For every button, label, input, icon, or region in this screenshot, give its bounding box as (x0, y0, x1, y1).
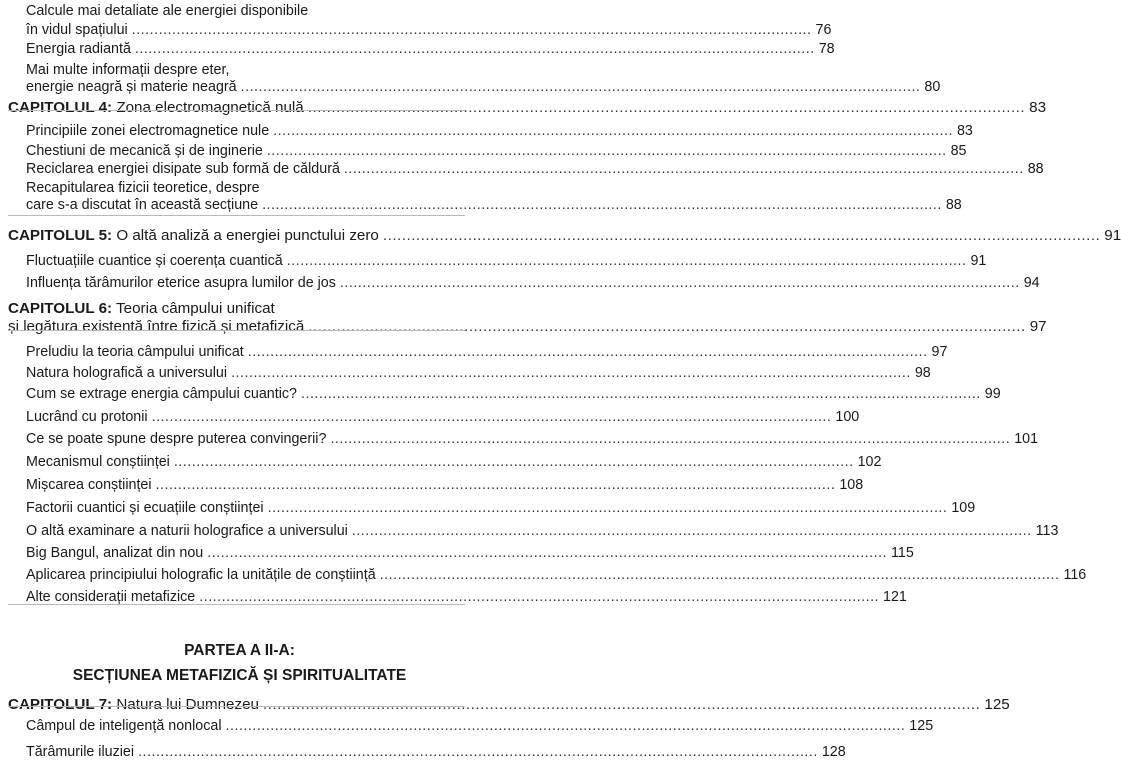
toc-row (26, 428, 1039, 450)
entry-title (8, 225, 379, 247)
entry-title (8, 316, 304, 338)
entry-title (26, 520, 348, 542)
toc-entry[interactable] (0, 341, 948, 363)
toc-row (26, 520, 1059, 542)
dot-leader: ........................................................................................................................................................ (225, 718, 906, 734)
toc-row (8, 225, 1121, 247)
entry-title-text: Ce se poate spune despre puterea convingerii? (26, 431, 327, 447)
entry-title-text: Tărâmurile iluziei (26, 744, 135, 760)
chapter-label: CAPITOLUL 6: (8, 300, 113, 317)
entry-title (26, 120, 269, 142)
entry-title-text: Reciclarea energiei disipate sub formă de căldură (26, 161, 340, 177)
separator-line (8, 604, 465, 605)
toc-entry[interactable] (0, 120, 973, 142)
toc-entry[interactable] (0, 362, 931, 384)
entry-title (26, 715, 222, 737)
dot-leader: ........................................................................................................................................................ (173, 454, 854, 470)
entry-title-text: Aplicarea principiului holografic la unitățile de conștiință (26, 567, 376, 583)
dot-leader: ........................................................................................................................................................ (266, 143, 947, 159)
dot-leader: ........................................................................................................................................................ (273, 123, 953, 139)
entry-title-text: Big Bangul, analizat din nou (26, 545, 204, 561)
toc-entry[interactable] (0, 520, 1059, 542)
dot-leader: ........................................................................................................................................................ (207, 545, 888, 561)
dot-leader: ........................................................................................................................................................ (155, 477, 836, 493)
page-number: 76 (815, 22, 832, 38)
entry-title (8, 694, 259, 716)
dot-leader: ........................................................................................................................................................ (343, 161, 1024, 177)
page-number: 91 (1104, 227, 1121, 244)
toc-row (26, 362, 931, 384)
separator-line (8, 215, 465, 216)
toc-row (26, 451, 882, 473)
entry-title (26, 474, 152, 496)
toc-row (26, 38, 835, 60)
toc-entry[interactable] (0, 474, 864, 496)
dot-leader: ........................................................................................................................................................ (247, 344, 928, 360)
chapter-label: CAPITOLUL 4: (8, 99, 113, 116)
entry-title-text: Calcule mai detaliate ale energiei disponibile (26, 3, 309, 19)
entry-title-text: Lucrând cu protonii (26, 409, 148, 425)
dot-leader: ........................................................................................................................................................ (262, 197, 942, 213)
separator-line (8, 110, 465, 111)
entry-title (26, 341, 244, 363)
toc-row (26, 474, 864, 496)
chapter-label: CAPITOLUL 5: (8, 227, 113, 244)
entry-title (26, 741, 134, 763)
toc-entry[interactable] (0, 76, 941, 98)
page-number: 97 (1029, 318, 1047, 335)
entry-title-text: în vidul spațiului (26, 22, 128, 38)
page-number: 97 (931, 344, 948, 360)
page-number: 109 (951, 500, 976, 516)
toc-entry[interactable] (0, 451, 882, 473)
entry-title (26, 406, 148, 428)
entry-title-text: Mișcarea conștiinței (26, 477, 152, 493)
entry-title-text: Natura holografică a universului (26, 365, 228, 381)
entry-title (26, 194, 258, 216)
separator-line (8, 706, 465, 707)
dot-leader: ........................................................................................................................................................ (339, 275, 1020, 291)
toc-row (26, 272, 1040, 294)
page-number: 115 (891, 545, 914, 561)
page-number: 113 (1035, 523, 1059, 539)
page-number: 102 (857, 454, 882, 470)
entry-title-text: Influența tărâmurilor eterice asupra lumilor de jos (26, 275, 336, 291)
entry-title-text: și legătura existentă între fizică și metafizică (8, 318, 305, 335)
chapter-line[interactable] (0, 316, 1047, 338)
dot-leader: ........................................................................................................................................................ (151, 409, 832, 425)
entry-title-text: Energia radiantă (26, 41, 131, 57)
dot-leader: ........................................................................................................................................................ (240, 79, 921, 95)
toc-entry[interactable] (0, 542, 914, 564)
separator-line (8, 330, 465, 331)
chapter-label: CAPITOLUL 7: (8, 696, 113, 713)
entry-title-text: Teoria câmpului unificat (116, 300, 275, 317)
page-number: 100 (835, 409, 860, 425)
toc-row (26, 406, 860, 428)
entry-title-text: energie neagră și materie neagră (26, 79, 237, 95)
entry-title (26, 428, 326, 450)
toc-row (8, 97, 1047, 119)
entry-title-text: O altă analiză a energiei punctului zero (116, 227, 379, 244)
toc-row (26, 194, 962, 216)
entry-title (26, 542, 203, 564)
entry-title (26, 497, 264, 519)
entry-title-text: Mai multe informații despre eter, (26, 62, 230, 78)
chapter-line[interactable] (0, 694, 1010, 716)
dot-leader: ........................................................................................................................................................ (267, 500, 948, 516)
toc-row (26, 120, 973, 142)
dot-leader: ........................................................................................................................................................ (308, 318, 1026, 335)
page-number: 125 (909, 718, 934, 734)
entry-title-text: Mecanismul conștiinței (26, 454, 170, 470)
page-number: 91 (970, 253, 987, 269)
page-number: 125 (984, 696, 1010, 713)
toc-entry[interactable] (0, 250, 987, 272)
entry-title (8, 97, 304, 119)
chapter-line[interactable] (0, 225, 1121, 247)
page-number: 83 (1029, 99, 1047, 116)
dot-leader: ........................................................................................................................................................ (262, 696, 981, 713)
part-heading: SECȚIUNEA METAFIZICĂ ȘI SPIRITUALITATE (72, 667, 407, 684)
page-number: 121 (883, 589, 907, 605)
page-number: 108 (839, 477, 864, 493)
entry-title (26, 250, 283, 272)
page-number: 80 (924, 79, 941, 95)
toc-row (8, 316, 1047, 338)
entry-title-text: Principiile zonei electromagnetice nule (26, 123, 270, 139)
toc-entry[interactable] (0, 383, 1001, 405)
toc-entry[interactable] (0, 741, 846, 763)
chapter-line[interactable] (0, 97, 1047, 119)
toc-row (26, 715, 934, 737)
entry-title (26, 38, 131, 60)
dot-leader: ........................................................................................................................................................ (301, 386, 981, 402)
entry-title-text: Chestiuni de mecanică și de inginerie (26, 143, 263, 159)
entry-title-text: Alte considerații metafizice (26, 589, 196, 605)
toc-row (26, 497, 976, 519)
entry-title-text: Factorii cuantici și ecuațiile conștiinței (26, 500, 264, 516)
dot-leader: ........................................................................................................................................................ (382, 227, 1101, 244)
toc-row (26, 383, 1001, 405)
toc-entry[interactable] (0, 272, 1040, 294)
dot-leader: ........................................................................................................................................................ (131, 22, 812, 38)
entry-title-text: Recapitularea fizicii teoretice, despre (26, 180, 260, 196)
page-number: 88 (945, 197, 962, 213)
page-number: 128 (821, 744, 846, 760)
toc-row (26, 76, 941, 98)
entry-title (26, 383, 297, 405)
entry-title-text: O altă examinare a naturii holografice a universului (26, 523, 348, 539)
toc-entry[interactable] (0, 428, 1039, 450)
page-number: 78 (818, 41, 835, 57)
entry-title-text: Zona electromagnetică nulă (116, 99, 304, 116)
entry-title-text: Fluctuațiile cuantice și coerența cuantică (26, 253, 283, 269)
toc-entry[interactable] (0, 497, 976, 519)
page-number: 88 (1027, 161, 1044, 177)
page-number: 85 (950, 143, 967, 159)
dot-leader: ........................................................................................................................................................ (351, 523, 1032, 539)
entry-title (26, 272, 336, 294)
page-number: 98 (914, 365, 931, 381)
entry-title-text: Cum se extrage energia câmpului cuantic? (26, 386, 297, 402)
entry-title (26, 362, 227, 384)
dot-leader: ........................................................................................................................................................ (330, 431, 1011, 447)
entry-title (26, 564, 376, 586)
dot-leader: ........................................................................................................................................................ (307, 99, 1026, 116)
dot-leader: ........................................................................................................................................................ (199, 589, 880, 605)
toc-entry[interactable] (0, 406, 860, 428)
dot-leader: ........................................................................................................................................................ (231, 365, 911, 381)
entry-title-text: Preludiu la teoria câmpului unificat (26, 344, 244, 360)
page-number: 83 (956, 123, 973, 139)
toc-row (26, 741, 846, 763)
part-heading: PARTEA A II-A: (184, 642, 295, 659)
dot-leader: ........................................................................................................................................................ (379, 567, 1060, 583)
entry-title-text: Natura lui Dumnezeu (116, 696, 259, 713)
toc-entry[interactable] (0, 564, 1087, 586)
page-number: 101 (1014, 431, 1039, 447)
toc-row (26, 250, 987, 272)
toc-entry[interactable] (0, 194, 962, 216)
toc-row (8, 694, 1010, 716)
dot-leader: ........................................................................................................................................................ (134, 41, 815, 57)
entry-title-text: care s-a discutat în această secțiune (26, 197, 259, 213)
toc-row (26, 341, 948, 363)
entry-title (26, 76, 237, 98)
page-number: 94 (1023, 275, 1040, 291)
toc-row (26, 564, 1087, 586)
toc-entry[interactable] (0, 715, 934, 737)
toc-entry[interactable] (0, 38, 835, 60)
dot-leader: ........................................................................................................................................................ (138, 744, 818, 760)
entry-title (26, 451, 170, 473)
page-number: 116 (1063, 567, 1087, 583)
toc-row (26, 542, 914, 564)
entry-title-text: Câmpul de inteligență nonlocal (26, 718, 222, 734)
page-number: 99 (984, 386, 1001, 402)
dot-leader: ........................................................................................................................................................ (286, 253, 967, 269)
